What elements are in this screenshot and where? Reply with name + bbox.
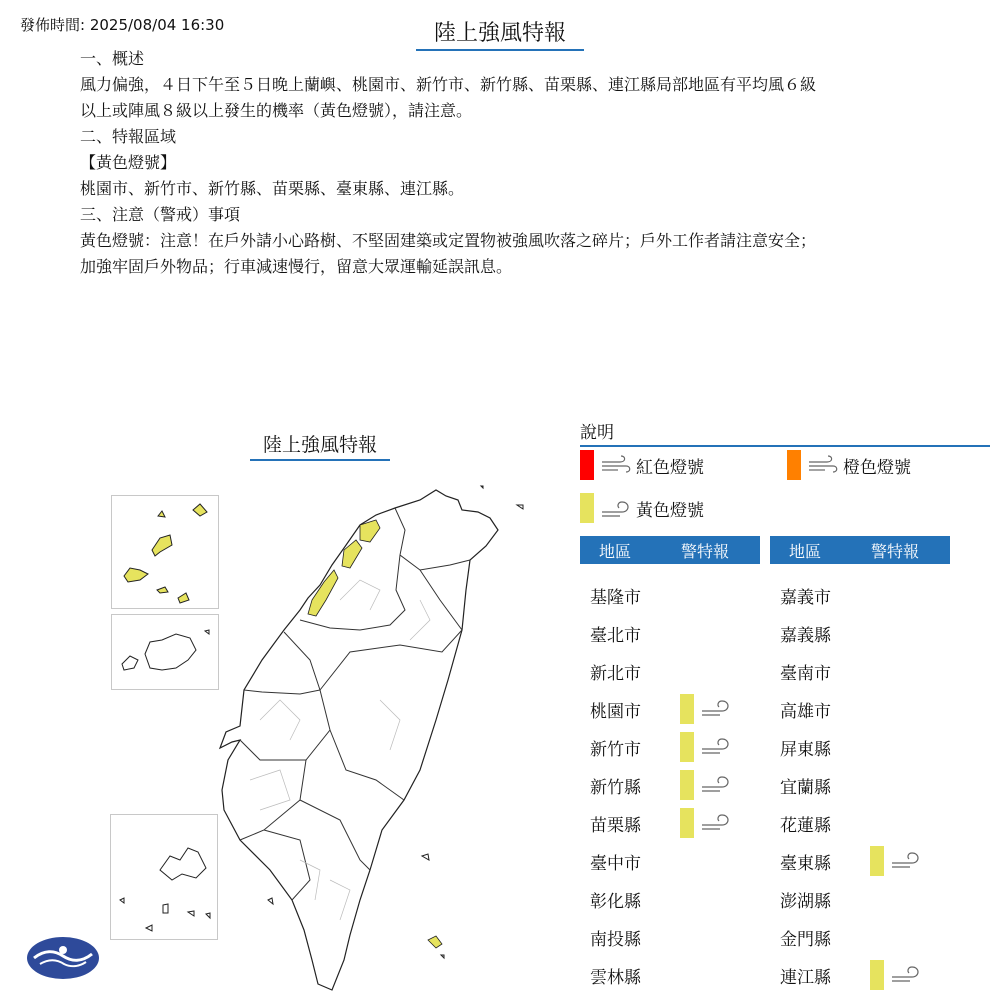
legend-yellow-label: 黃色燈號 xyxy=(636,500,704,521)
region-row xyxy=(780,694,870,724)
strong-wind-icon xyxy=(807,455,839,475)
region-name: 嘉義縣 xyxy=(780,625,831,646)
wind-icon xyxy=(890,849,922,874)
warning-level-swatch xyxy=(680,808,694,838)
region-name: 桃園市 xyxy=(590,701,641,722)
region-row xyxy=(590,656,680,686)
col-warning-left: 警特報 xyxy=(680,541,729,561)
wind-icon xyxy=(700,773,732,798)
orange-swatch xyxy=(787,450,801,480)
region-name: 新北市 xyxy=(590,663,641,684)
section-2-regions: 桃園市、新竹市、新竹縣、苗栗縣、臺東縣、連江縣。 xyxy=(80,179,465,198)
col-warning-right: 警特報 xyxy=(870,541,919,561)
strong-wind-icon xyxy=(600,455,632,475)
region-name: 臺東縣 xyxy=(780,853,831,874)
region-row xyxy=(590,808,732,838)
map-title: 陸上強風特報 xyxy=(250,430,390,461)
region-name: 高雄市 xyxy=(780,701,831,722)
region-name: 彰化縣 xyxy=(590,891,641,912)
wind-icon xyxy=(700,735,732,760)
region-name: 澎湖縣 xyxy=(780,891,831,912)
legend-title: 說明 xyxy=(580,418,990,447)
wind-icon xyxy=(700,811,732,836)
region-row xyxy=(780,846,922,876)
region-row xyxy=(780,618,870,648)
region-name: 新竹縣 xyxy=(590,777,641,798)
region-name: 新竹市 xyxy=(590,739,641,760)
region-name: 臺南市 xyxy=(780,663,831,684)
region-row xyxy=(780,770,870,800)
region-row xyxy=(780,960,922,990)
warning-level-swatch xyxy=(870,846,884,876)
region-name: 臺中市 xyxy=(590,853,641,874)
section-2-heading: 二、特報區域 xyxy=(80,127,177,146)
section-3-line-1: 黃色燈號：注意！在戶外請小心路樹、不堅固建築或定置物被強風吹落之碎片；戶外工作者請注意安全； xyxy=(80,231,817,250)
region-row xyxy=(590,846,680,876)
warning-level-swatch xyxy=(680,732,694,762)
yellow-swatch xyxy=(580,493,594,523)
region-name: 雲林縣 xyxy=(590,967,641,988)
section-1-line-1: 風力偏強，４日下午至５日晚上蘭嶼、桃園市、新竹市、新竹縣、苗栗縣、連江縣局部地區有平均風６級 xyxy=(80,75,817,94)
region-row xyxy=(780,884,870,914)
section-3-line-2: 加強牢固戶外物品；行車減速慢行，留意大眾運輸延誤訊息。 xyxy=(80,257,513,276)
legend-orange xyxy=(787,450,911,480)
warning-level-swatch xyxy=(870,960,884,990)
section-2-label: 【黃色燈號】 xyxy=(80,153,177,172)
region-row xyxy=(590,580,680,610)
col-region-left: 地區 xyxy=(598,541,631,561)
issue-time: 發佈時間: 2025/08/04 16:30 xyxy=(20,16,225,34)
region-row xyxy=(590,770,732,800)
region-name: 臺北市 xyxy=(590,625,641,646)
warning-level-swatch xyxy=(680,770,694,800)
region-name: 連江縣 xyxy=(780,967,831,988)
table-header-right xyxy=(770,536,950,564)
legend-red-label: 紅色燈號 xyxy=(636,457,704,478)
region-name: 基隆市 xyxy=(590,587,641,608)
wind-icon xyxy=(600,498,632,518)
region-name: 嘉義市 xyxy=(780,587,831,608)
region-name: 南投縣 xyxy=(590,929,641,950)
region-row xyxy=(590,960,680,990)
region-name: 苗栗縣 xyxy=(590,815,641,836)
region-name: 花蓮縣 xyxy=(780,815,831,836)
region-row xyxy=(590,694,732,724)
wind-icon xyxy=(700,697,732,722)
region-row xyxy=(590,732,732,762)
legend-orange-label: 橙色燈號 xyxy=(843,457,911,478)
region-name: 金門縣 xyxy=(780,929,831,950)
section-1-line-2: 以上或陣風８級以上發生的機率（黃色燈號），請注意。 xyxy=(80,101,473,120)
matsu-islands xyxy=(120,848,210,931)
taiwan-main-island xyxy=(220,490,498,990)
region-row xyxy=(780,656,870,686)
section-1-heading: 一、概述 xyxy=(80,49,145,68)
region-row xyxy=(780,580,870,610)
red-swatch xyxy=(580,450,594,480)
region-name: 宜蘭縣 xyxy=(780,777,831,798)
region-row xyxy=(780,808,870,838)
region-row xyxy=(590,884,680,914)
col-region-right: 地區 xyxy=(788,541,821,561)
legend-yellow xyxy=(580,493,704,523)
legend-red xyxy=(580,450,704,480)
region-row xyxy=(590,922,680,952)
table-header-left xyxy=(580,536,760,564)
wind-icon xyxy=(890,963,922,988)
region-row xyxy=(590,618,680,648)
region-row xyxy=(780,922,870,952)
region-row xyxy=(780,732,870,762)
cwa-logo xyxy=(26,936,100,980)
region-name: 屏東縣 xyxy=(780,739,831,760)
kinmen-islands xyxy=(122,630,209,670)
section-3-heading: 三、注意（警戒）事項 xyxy=(80,205,241,224)
document-title: 陸上強風特報 xyxy=(416,16,584,51)
penghu-islands xyxy=(124,504,207,603)
warning-level-swatch xyxy=(680,694,694,724)
